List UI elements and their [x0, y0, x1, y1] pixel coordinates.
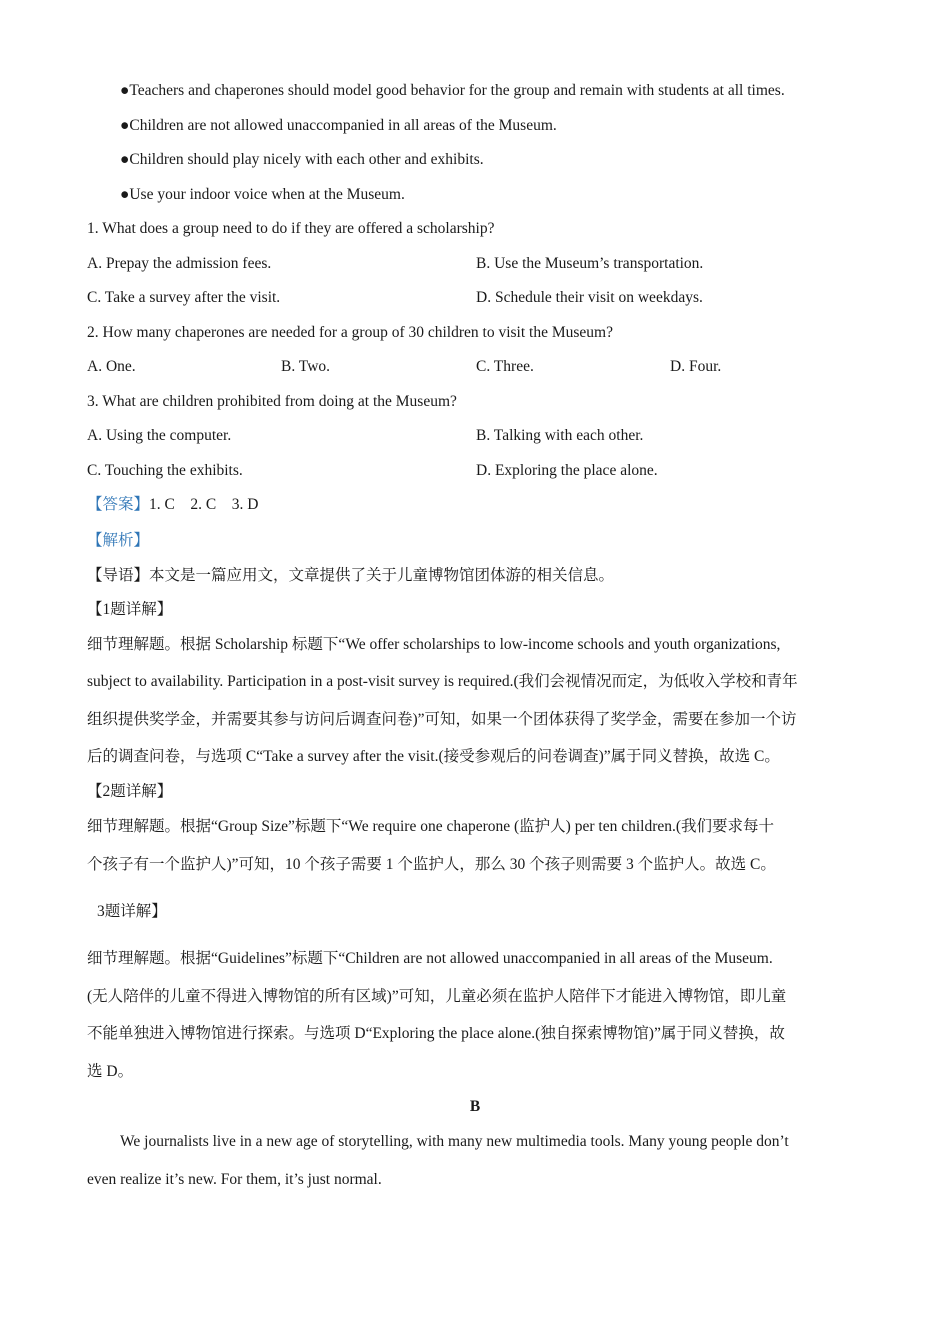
q3-option-d: D. Exploring the place alone. [476, 462, 658, 479]
detail-1-heading: 【1题详解】 [87, 601, 173, 618]
q2-option-a: A. One. [87, 358, 136, 375]
q1-option-b: B. Use the Museum’s transportation. [476, 255, 704, 272]
q2-option-c: C. Three. [476, 358, 534, 375]
q1-option-a: A. Prepay the admission fees. [87, 255, 272, 272]
detail-3-line: 不能单独进入博物馆进行探索。与选项 D“Exploring the place alone.(独自探索博物馆)”属于同义替换，故 [87, 1025, 785, 1042]
section-b-title: B [469, 1098, 481, 1115]
detail-2-heading: 【2题详解】 [87, 783, 173, 800]
analysis-label: 【解析】 [87, 532, 150, 549]
detail-3-line: 选 D。 [87, 1063, 134, 1080]
intro-text: 【导语】本文是一篇应用文，文章提供了关于儿童博物馆团体游的相关信息。 [87, 567, 615, 584]
q3-option-c: C. Touching the exhibits. [87, 462, 243, 479]
guideline-item: ●Use your indoor voice when at the Museum. [120, 186, 405, 203]
question-2: 2. How many chaperones are needed for a group of 30 children to visit the Museum? [87, 324, 613, 341]
detail-1-line: subject to availability. Participation in a post-visit survey is required.(我们会视情况而定，为低收入学校和青年 [87, 673, 798, 690]
section-b-paragraph-line: even realize it’s new. For them, it’s just normal. [87, 1171, 382, 1188]
guideline-item: ●Children should play nicely with each other and exhibits. [120, 151, 484, 168]
section-b-paragraph-line: We journalists live in a new age of storytelling, with many new multimedia tools. Many young people don’t [120, 1133, 789, 1150]
guideline-item: ●Children are not allowed unaccompanied in all areas of the Museum. [120, 117, 557, 134]
guideline-item: ●Teachers and chaperones should model good behavior for the group and remain with students at all times. [120, 82, 785, 99]
detail-2-line: 个孩子有一个监护人)”可知，10 个孩子需要 1 个监护人，那么 30 个孩子则需要 3 个监护人。故选 C。 [87, 856, 776, 873]
answer-label: 【答案】 [87, 496, 150, 513]
q1-option-d: D. Schedule their visit on weekdays. [476, 289, 703, 306]
q2-option-d: D. Four. [670, 358, 722, 375]
detail-1-line: 后的调查问卷，与选项 C“Take a survey after the visit.(接受参观后的问卷调查)”属于同义替换，故选 C。 [87, 748, 780, 765]
q2-option-b: B. Two. [281, 358, 331, 375]
detail-3-line: (无人陪伴的儿童不得进入博物馆的所有区域)”可知，儿童必须在监护人陪伴下才能进入博物馆，即儿童 [87, 988, 787, 1005]
detail-2-line: 细节理解题。根据“Group Size”标题下“We require one chaperone (监护人) per ten children.(我们要求每十 [87, 818, 775, 835]
detail-3-heading: 3题详解】 [97, 903, 167, 920]
detail-1-line: 细节理解题。根据 Scholarship 标题下“We offer scholarships to low-income schools and youth organizations, [87, 636, 781, 653]
answer-line [87, 495, 258, 515]
q1-option-c: C. Take a survey after the visit. [87, 289, 281, 306]
detail-3-line: 细节理解题。根据“Guidelines”标题下“Children are not allowed unaccompanied in all areas of the Museum. [87, 950, 773, 967]
question-1: 1. What does a group need to do if they are offered a scholarship? [87, 220, 495, 237]
question-3: 3. What are children prohibited from doing at the Museum? [87, 393, 457, 410]
detail-1-line: 组织提供奖学金，并需要其参与访问后调查问卷)”可知，如果一个团体获得了奖学金，需要在参加一个访 [87, 711, 797, 728]
answer-values: 1. C 2. C 3. D [149, 496, 259, 513]
q3-option-a: A. Using the computer. [87, 427, 232, 444]
q3-option-b: B. Talking with each other. [476, 427, 644, 444]
